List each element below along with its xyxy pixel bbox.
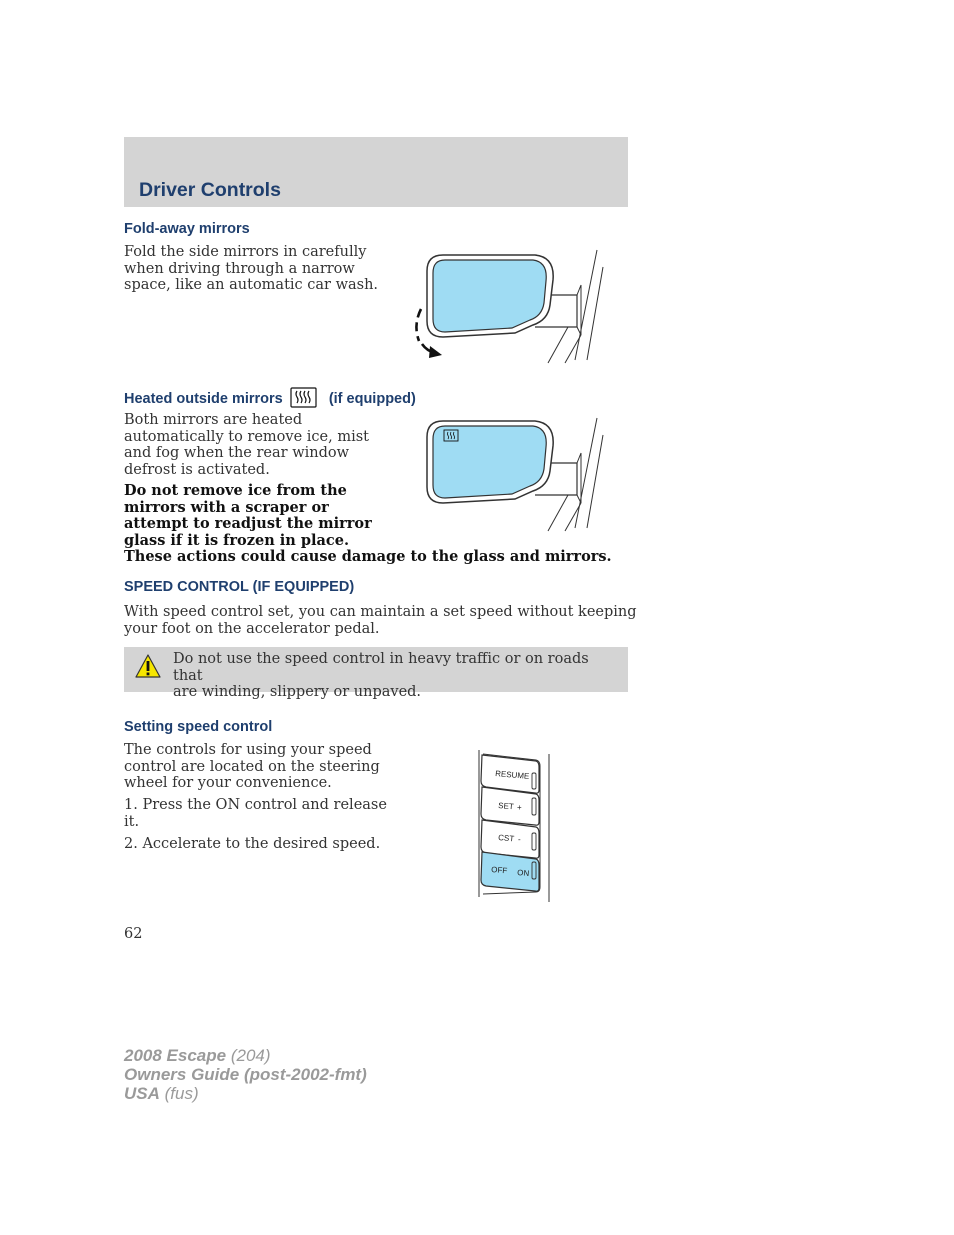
- set-sign: +: [517, 803, 522, 812]
- caution-line: attempt to readjust the mirror: [124, 515, 372, 532]
- footer-model-code: (204): [230, 1046, 271, 1065]
- step-2: 2. Accelerate to the desired speed.: [124, 836, 381, 852]
- warning-line: Do not use the speed control in heavy traffic or on roads that: [173, 651, 589, 684]
- caution-line: mirrors with a scraper or: [124, 498, 329, 516]
- speed-control-buttons-illustration: [470, 742, 560, 907]
- speed-control-text: [124, 604, 637, 637]
- setting-speed-heading: Setting speed control: [124, 719, 273, 735]
- caution-line: Do not remove ice from the: [124, 482, 347, 499]
- fold-away-line: Fold the side mirrors in carefully: [124, 244, 367, 260]
- footer-market-code: (fus): [164, 1084, 199, 1103]
- speed-control-line: With speed control set, you can maintain a set speed without keeping: [124, 604, 637, 620]
- arrow-icon: [429, 346, 442, 358]
- on-label: ON: [516, 868, 530, 879]
- warning-line: are winding, slippery or unpaved.: [173, 684, 422, 700]
- speed-control-heading: SPEED CONTROL (IF EQUIPPED): [124, 579, 355, 595]
- fold-away-mirror-illustration: [405, 245, 605, 365]
- heated-text: [124, 412, 369, 478]
- fold-away-text: [124, 244, 378, 294]
- cst-sign: -: [518, 835, 521, 844]
- heated-heading-text: Heated outside mirrors: [124, 391, 283, 407]
- page-number: 62: [124, 926, 143, 942]
- fold-away-line: when driving through a narrow: [124, 260, 355, 277]
- heated-line: automatically to remove ice, mist: [124, 428, 369, 445]
- step-1-line: it.: [124, 813, 140, 830]
- setting-line: The controls for using your speed: [124, 742, 372, 758]
- heated-heading-suffix: (if equipped): [328, 391, 416, 407]
- step-1-line: 1. Press the ON control and release: [124, 797, 387, 813]
- section-title: Driver Controls: [139, 179, 281, 201]
- step-1: [124, 797, 387, 830]
- heated-line: defrost is activated.: [124, 461, 270, 478]
- off-label: OFF: [490, 865, 508, 876]
- heated-line: and fog when the rear window: [124, 445, 350, 461]
- fold-away-heading: Fold-away mirrors: [124, 221, 250, 237]
- resume-label: RESUME: [494, 769, 530, 781]
- footer-guide: Owners Guide (post-2002-fmt): [124, 1065, 367, 1084]
- warning-text: [173, 651, 618, 701]
- footer: [124, 1046, 367, 1103]
- off-on-button: [481, 852, 539, 891]
- heated-mirrors-heading: [124, 387, 416, 412]
- warning-box: [124, 647, 628, 700]
- heated-line: Both mirrors are heated: [124, 412, 303, 428]
- cst-label: CST: [497, 833, 515, 844]
- footer-market: USA: [124, 1084, 160, 1103]
- caution-line: These actions could cause damage to the glass and mirrors.: [124, 548, 612, 565]
- caution-line: glass if it is frozen in place.: [124, 531, 350, 549]
- fold-away-line: space, like an automatic car wash.: [124, 277, 379, 293]
- set-button: [481, 787, 539, 825]
- footer-model: 2008 Escape: [124, 1046, 227, 1065]
- defrost-icon: [290, 387, 317, 412]
- speed-control-line: your foot on the accelerator pedal.: [124, 620, 380, 637]
- setting-line: control are located on the steering: [124, 758, 380, 775]
- setting-text: [124, 742, 380, 792]
- setting-line: wheel for your convenience.: [124, 775, 332, 791]
- set-label: SET: [497, 801, 515, 812]
- section-header-bar: [124, 137, 628, 207]
- warning-icon: [134, 653, 162, 679]
- heated-mirror-illustration: [405, 413, 605, 533]
